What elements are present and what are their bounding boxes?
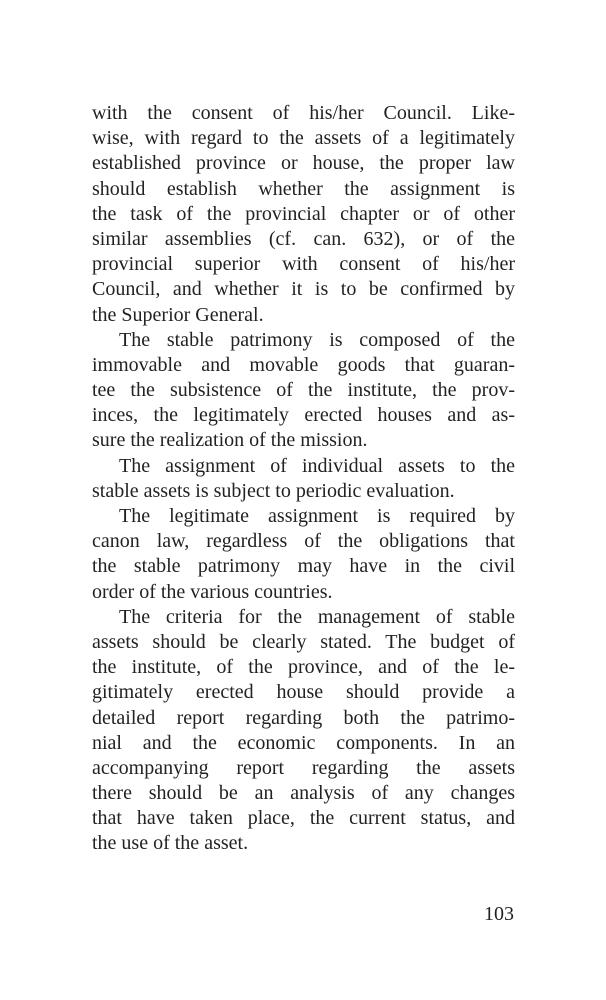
text-line: the stable patrimony may have in the civil bbox=[92, 555, 515, 578]
text-line: sure the realization of the mission. bbox=[92, 429, 368, 452]
text-line: the task of the provincial chapter or of other bbox=[92, 202, 515, 225]
text-line: accompanying report regarding the assets bbox=[92, 756, 515, 779]
page-body-text bbox=[92, 101, 515, 857]
paragraph bbox=[92, 101, 515, 328]
text-line: inces, the legitimately erected houses and as- bbox=[92, 404, 515, 427]
text-line: provincial superior with consent of his/her bbox=[92, 253, 515, 276]
text-line: wise, with regard to the assets of a legitimately bbox=[92, 127, 515, 150]
text-line: the Superior General. bbox=[92, 303, 264, 326]
text-line: gitimately erected house should provide a bbox=[92, 681, 515, 704]
text-line: The criteria for the management of stable bbox=[119, 605, 515, 628]
text-line: Council, and whether it is to be confirmed by bbox=[92, 278, 515, 301]
text-line: The legitimate assignment is required by bbox=[119, 505, 515, 527]
text-line: the use of the asset. bbox=[92, 832, 249, 855]
text-line: stable assets is subject to periodic evaluation. bbox=[92, 479, 455, 502]
text-line: assets should be clearly stated. The budget of bbox=[92, 630, 515, 653]
text-line: there should be an analysis of any changes bbox=[92, 782, 515, 805]
text-line: that have taken place, the current status, and bbox=[92, 807, 515, 830]
text-line: tee the subsistence of the institute, the prov- bbox=[92, 379, 515, 402]
text-line: similar assemblies (cf. can. 632), or of the bbox=[92, 227, 515, 250]
paragraph bbox=[92, 605, 515, 857]
text-line: with the consent of his/her Council. Like- bbox=[92, 102, 515, 124]
text-line: immovable and movable goods that guaran- bbox=[92, 353, 515, 376]
paragraph bbox=[92, 504, 515, 605]
text-line: The assignment of individual assets to the bbox=[119, 454, 515, 477]
paragraph bbox=[92, 328, 515, 454]
text-line: detailed report regarding both the patrimo- bbox=[92, 706, 515, 729]
text-line: established province or house, the proper law bbox=[92, 152, 515, 175]
page-number: 103 bbox=[484, 903, 514, 925]
text-line: should establish whether the assignment is bbox=[92, 177, 515, 200]
text-line: canon law, regardless of the obligations that bbox=[92, 530, 515, 553]
text-line: order of the various countries. bbox=[92, 580, 333, 603]
text-line: the institute, of the province, and of the le- bbox=[92, 656, 515, 679]
paragraph bbox=[92, 454, 515, 504]
text-line: The stable patrimony is composed of the bbox=[119, 328, 515, 351]
text-line: nial and the economic components. In an bbox=[92, 731, 515, 754]
